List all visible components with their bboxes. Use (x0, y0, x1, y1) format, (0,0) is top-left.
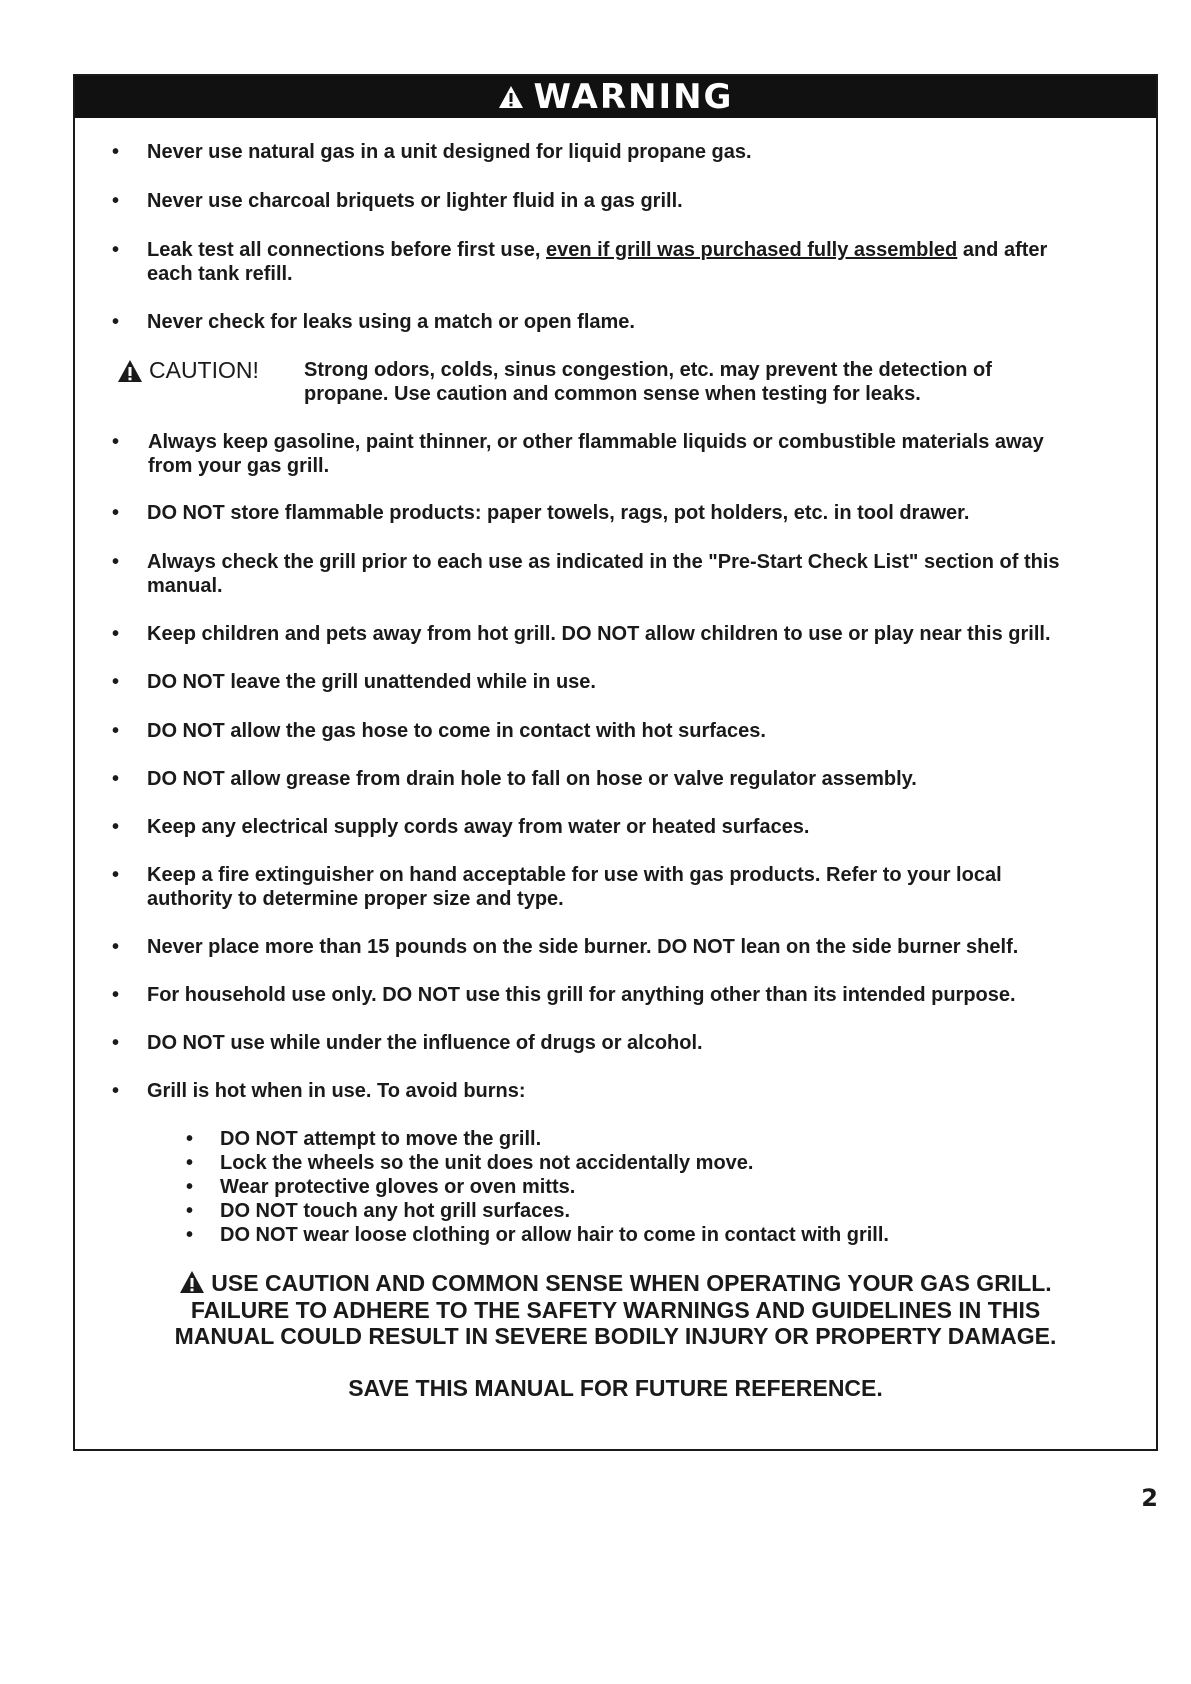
caution-text-line-2: propane. Use caution and common sense when testing for leaks. (304, 383, 921, 405)
final-warning-text-1: USE CAUTION AND COMMON SENSE WHEN OPERATING YOUR GAS GRILL. (211, 1270, 1052, 1296)
final-warning-line-3: MANUAL COULD RESULT IN SEVERE BODILY INJURY OR PROPERTY DAMAGE. (174, 1323, 1057, 1349)
bullet-glyph: • (112, 190, 120, 212)
list-item: DO NOT leave the grill unattended while in use. (147, 671, 596, 693)
list-item: DO NOT store flammable products: paper towels, rags, pot holders, etc. in tool drawer. (147, 502, 970, 524)
bullet-glyph: • (112, 816, 120, 838)
caution-title: CAUTION! (149, 357, 259, 383)
leak-test-text-after: and after (957, 239, 1048, 261)
bullet-glyph: • (112, 431, 120, 453)
list-item: For household use only. DO NOT use this grill for anything other than its intended purpose. (147, 984, 1016, 1006)
list-item-continued: authority to determine proper size and type. (147, 888, 564, 910)
bullet-glyph: • (112, 720, 120, 742)
warning-content (75, 118, 1156, 1449)
list-item: Keep children and pets away from hot grill. DO NOT allow children to use or play near this grill. (147, 623, 1051, 645)
warning-box (73, 74, 1158, 1451)
sub-list-item: Lock the wheels so the unit does not accidentally move. (220, 1152, 754, 1174)
sub-bullet-glyph: • (186, 1176, 194, 1198)
list-item: Never use charcoal briquets or lighter fluid in a gas grill. (147, 190, 683, 212)
leak-test-text: Leak test all connections before first use, (147, 239, 547, 261)
bullet-glyph: • (112, 1080, 120, 1102)
caution-text-line-1: Strong odors, colds, sinus congestion, etc. may prevent the detection of (304, 359, 992, 381)
list-item: Never use natural gas in a unit designed for liquid propane gas. (147, 141, 752, 163)
list-item: DO NOT use while under the influence of drugs or alcohol. (147, 1032, 703, 1054)
caution-triangle-icon (117, 359, 143, 383)
bullet-glyph: • (112, 768, 120, 790)
warning-triangle-icon (498, 85, 524, 109)
bullet-glyph: • (112, 671, 120, 693)
save-manual-notice: SAVE THIS MANUAL FOR FUTURE REFERENCE. (348, 1375, 883, 1401)
list-item-continued: from your gas grill. (148, 455, 330, 477)
list-item: Always check the grill prior to each use as indicated in the "Pre-Start Check List" section of this (147, 551, 1060, 573)
sub-bullet-glyph: • (186, 1200, 194, 1222)
list-item: Never place more than 15 pounds on the side burner. DO NOT lean on the side burner shelf. (147, 936, 1019, 958)
list-item: Grill is hot when in use. To avoid burns: (147, 1080, 526, 1102)
list-item: DO NOT allow the gas hose to come in contact with hot surfaces. (147, 720, 766, 742)
sub-list-item: DO NOT touch any hot grill surfaces. (220, 1200, 571, 1222)
list-item: Keep a fire extinguisher on hand acceptable for use with gas products. Refer to your local (147, 864, 1002, 886)
list-item: Never check for leaks using a match or open flame. (147, 311, 635, 333)
bullet-glyph: • (112, 141, 120, 163)
sub-bullet-glyph: • (186, 1128, 194, 1150)
warning-banner (75, 76, 1156, 118)
final-warning-line-2: FAILURE TO ADHERE TO THE SAFETY WARNINGS AND GUIDELINES IN THIS (190, 1297, 1041, 1323)
leak-test-emphasis: even if grill was purchased fully assembled (546, 239, 958, 261)
final-warning-line-1 (75, 1270, 1156, 1297)
bullet-glyph: • (112, 311, 120, 333)
page-number: 2 (1141, 1484, 1158, 1512)
list-item: Always keep gasoline, paint thinner, or other flammable liquids or combustible materials away (148, 431, 1044, 453)
bullet-glyph: • (112, 864, 120, 886)
list-item-continued: manual. (147, 575, 223, 597)
list-item: DO NOT allow grease from drain hole to fall on hose or valve regulator assembly. (147, 768, 917, 790)
bullet-glyph: • (112, 984, 120, 1006)
list-item-continued: each tank refill. (147, 263, 293, 285)
final-warning-triangle-icon (179, 1270, 205, 1294)
bullet-glyph: • (112, 1032, 120, 1054)
bullet-glyph: • (112, 239, 120, 261)
sub-list-item: DO NOT attempt to move the grill. (220, 1128, 542, 1150)
bullet-glyph: • (112, 623, 120, 645)
caution-label (117, 357, 259, 384)
bullet-glyph: • (112, 936, 120, 958)
sub-bullet-glyph: • (186, 1152, 194, 1174)
bullet-glyph: • (112, 502, 120, 524)
sub-list-item: Wear protective gloves or oven mitts. (220, 1176, 576, 1198)
sub-bullet-glyph: • (186, 1224, 194, 1246)
sub-list-item: DO NOT wear loose clothing or allow hair to come in contact with grill. (220, 1224, 889, 1246)
list-item: Keep any electrical supply cords away from water or heated surfaces. (147, 816, 810, 838)
bullet-glyph: • (112, 551, 120, 573)
warning-title: WARNING (533, 77, 734, 117)
list-item-leak-test (147, 238, 1126, 262)
